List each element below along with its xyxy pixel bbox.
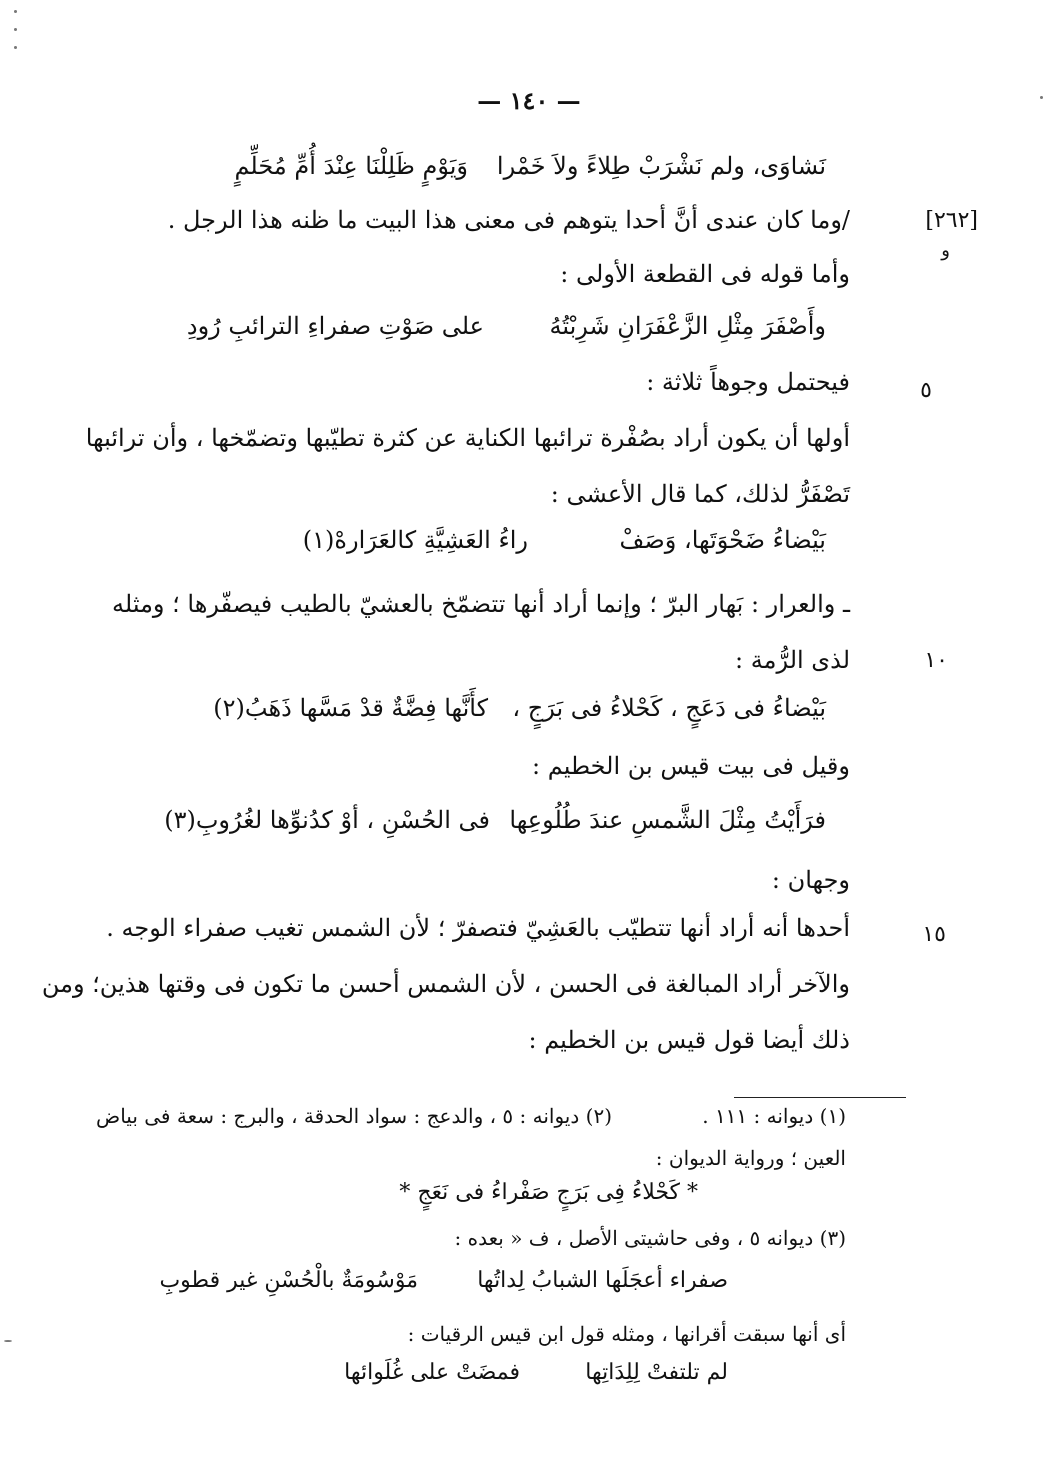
- footnote-3-note: أى أنها سبقت أقرانها ، ومثله قول ابن قيس الرقيات :: [407, 1322, 846, 1346]
- paragraph-line: وأما قوله فى القطعة الأولى :: [560, 260, 850, 288]
- verse-4-first-hemistich: بَيْضاءُ فى دَعَجٍ ، كَحْلاءُ فى بَرَجٍ ،: [512, 694, 826, 722]
- paragraph-line: وجهان :: [771, 866, 850, 894]
- verse-1-first-hemistich: وَيَوْمٍ ظَلِلْنَا عِنْدَ أُمِّ مُحَلِّمٍ: [234, 152, 468, 180]
- page-number: — ١٤٠ —: [477, 86, 581, 115]
- verse-5-first-hemistich: فرَأَيْتُ مِثْلَ الشَّمسِ عندَ طُلُوعِها: [509, 806, 826, 834]
- margin-line-number-15: ١٥: [922, 922, 946, 947]
- margin-line-number-10: ١٠: [924, 648, 948, 673]
- scan-mark: [14, 28, 17, 31]
- paragraph-line: ذلك أيضا قول قيس بن الخطيم :: [528, 1026, 850, 1054]
- margin-reference-sub: و: [941, 240, 950, 261]
- footnote-separator: [734, 1097, 906, 1098]
- scan-mark: [14, 46, 17, 49]
- footnote-2-verse: * كَحْلاءُ فِى بَرَجٍ صَفْراءُ فى نَعَجٍ *: [399, 1180, 698, 1205]
- paragraph-line: وقيل فى بيت قيس بن الخطيم :: [532, 752, 850, 780]
- margin-reference: [٢٦٢]: [925, 208, 978, 233]
- footnote-1: (١) ديوانه : ١١١ .: [702, 1104, 846, 1128]
- paragraph-line: تَصْفَرُّ لذلك، كما قال الأعشى :: [550, 480, 850, 508]
- verse-5-second-hemistich: فى الحُسْنِ ، أوْ كدُنوِّها لغُرُوبِ(٣): [164, 806, 490, 834]
- footnote-3-verse2-second-hemistich: فمضَتْ على غُلَوائها: [344, 1360, 520, 1385]
- verse-2-first-hemistich: وأَصْفَرَ مِثْلِ الزَّعْفَرَانِ شَرِبْتُهُ: [549, 312, 826, 340]
- verse-4-second-hemistich: كأَنَّها فِضَّةٌ قدْ مَسَّها ذَهَبُ(٢): [213, 694, 488, 722]
- footnote-2: (٢) ديوانه : ٥ ، والدعج : سواد الحدقة ، والبرج : سعة فى بياض: [96, 1104, 612, 1128]
- verse-3-second-hemistich: راءُ العَشِيَّةِ كالعَرَارهْ(١): [302, 526, 528, 554]
- footnote-3: (٣) ديوانه ٥ ، وفى حاشيتى الأصل ، ف « بعده :: [454, 1226, 846, 1250]
- footnote-3-verse-first-hemistich: صفراء أعجَلَها الشبابُ لِداتُها: [477, 1268, 728, 1293]
- margin-line-number-5: ٥: [920, 378, 932, 403]
- verse-3-first-hemistich: بَيْضاءُ ضَحْوَتَها، وَصَفْ: [619, 526, 826, 554]
- paragraph-line: لذى الرُّمة :: [735, 646, 850, 674]
- paragraph-line: /وما كان عندى أنَّ أحدا يتوهم فى معنى هذا البيت ما ظنه هذا الرجل .: [167, 206, 850, 234]
- footnote-2-continuation: العين ؛ ورواية الديوان :: [655, 1146, 846, 1170]
- verse-2-second-hemistich: على صَوْتِ صفراءِ الترائبِ رُودِ: [186, 312, 484, 340]
- paragraph-line: أولها أن يكون أراد بصُفْرة ترائبها الكناية عن كثرة تطيّبها وتضمّخها ، وأن ترائبها: [85, 424, 850, 452]
- paragraph-line: والآخر أراد المبالغة فى الحسن ، لأن الشمس أحسن ما تكون فى وقتها هذين؛ ومن: [41, 970, 850, 998]
- paragraph-line: أحدها أنه أراد أنها تتطيّب بالعَشِيّ فتصفرّ ؛ لأن الشمس تغيب صفراء الوجه .: [106, 914, 850, 942]
- footnote-3-verse2-first-hemistich: لم تلتفتْ لِلِدَاتِها: [585, 1360, 728, 1385]
- footnote-3-verse-second-hemistich: مَوْسُومَةٌ بالْحُسْنِ غير قطوبِ: [159, 1268, 418, 1293]
- paragraph-line: فيحتمل وجوهاً ثلاثة :: [646, 368, 850, 396]
- paragraph-line: ـ والعرار : بَهار البرّ ؛ وإنما أراد أنها تتضمّخ بالعشيّ بالطيب فيصفّرها ؛ ومثله: [112, 590, 850, 618]
- scan-mark: [14, 10, 17, 13]
- scan-mark: [4, 1340, 12, 1342]
- verse-1-second-hemistich: نَشاوَى، ولم نَشْرَبْ طِلاءً ولاَ خَمْرا: [496, 152, 826, 180]
